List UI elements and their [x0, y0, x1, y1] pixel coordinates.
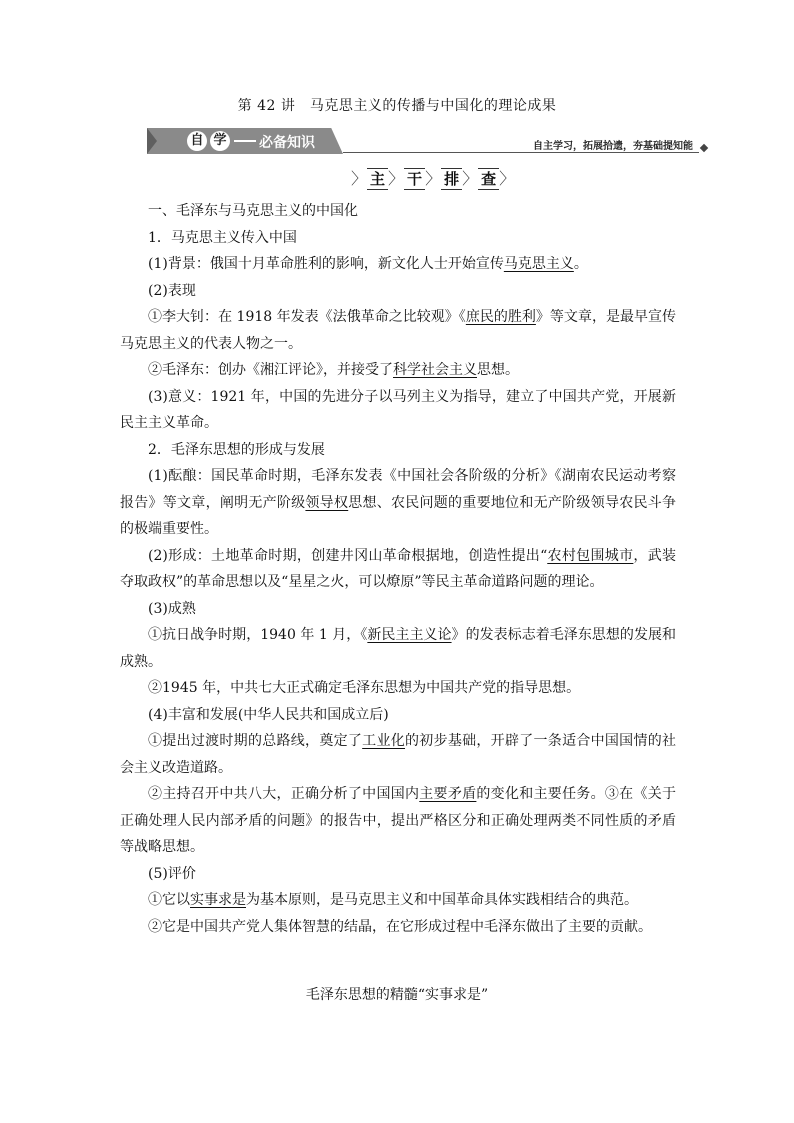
text: 的变化和主要任务。③在《关于正确处理人民内部矛盾的问题》的报告中，提出严格区分和正确处理两类不同性质的矛盾等战略思想。	[120, 786, 677, 855]
text: ①它以	[148, 892, 190, 908]
lesson-title: 第 42 讲 马克思主义的传播与中国化的理论成果	[237, 98, 557, 114]
underlined-term: 工业化	[362, 733, 406, 749]
text: 。	[573, 256, 588, 272]
paragraph-background	[120, 251, 676, 278]
chevron-icon: 〉	[388, 169, 405, 188]
chevron-icon: 〉	[351, 169, 368, 188]
paragraph-formation	[120, 543, 676, 596]
underlined-term: 新民主主义论	[367, 627, 452, 643]
paragraph-heading: (3)成熟	[148, 600, 196, 617]
text: 思想、农民问题的重要地位和无产阶级领导农民斗争的极端重要性。	[120, 494, 677, 537]
paragraph-heading: (5)评价	[148, 865, 196, 882]
paragraph-enrich-1	[120, 728, 676, 781]
text: 为基本原则，是马克思主义和中国革命具体实践相结合的典范。	[246, 892, 638, 908]
chevron-icon: 〉	[425, 169, 442, 188]
paragraph-brewing	[120, 463, 676, 543]
section-heading: 一、毛泽东与马克思主义的中国化	[148, 203, 358, 219]
text: 》的发表标志着毛泽东思想的发展和成熟。	[120, 627, 677, 670]
subheader-char-4: 查	[478, 168, 499, 190]
text: ②毛泽东：创办《湘江评论》，并接受了	[148, 362, 393, 378]
subheader-char-3: 排	[441, 168, 462, 190]
chevron-icon: 〉	[499, 169, 516, 188]
banner-badge-2: 学	[210, 131, 230, 151]
text: (1)背景：俄国十月革命胜利的影响，新文化人士开始宣传	[148, 256, 504, 272]
paragraph-heading: (2)表现	[148, 282, 196, 299]
text: ①抗日战争时期，1940 年 1 月，《	[148, 627, 368, 643]
underlined-term: 科学社会主义	[393, 362, 477, 378]
banner-dash	[234, 140, 256, 142]
paragraph-evaluation-2: ②它是中国共产党人集体智慧的结晶，在它形成过程中毛泽东做出了主要的贡献。	[148, 918, 652, 935]
subsection-heading: 2．毛泽东思想的形成与发展	[148, 441, 325, 458]
underlined-term: 主要矛盾	[419, 786, 477, 802]
text: (1)酝酿：国民革命时期，毛泽东发表《中国社会各阶级的分析》《湖南农民运动考察报告》等文章，阐明无产阶级	[120, 468, 676, 511]
underlined-term: 实事求是	[190, 892, 246, 908]
banner-rule	[343, 152, 699, 153]
paragraph-heading: (4)丰富和发展(中华人民共和国成立后)	[148, 706, 389, 723]
banner-badge-1: 自	[187, 131, 207, 151]
paragraph-maturity-2: ②1945 年，中共七大正式确定毛泽东思想为中国共产党的指导思想。	[148, 680, 581, 696]
text: 的初步基础，开辟了一条适合中国国情的社会主义改造道路。	[120, 733, 677, 776]
diamond-icon	[700, 144, 708, 152]
bottom-heading: 毛泽东思想的精髓“实事求是”	[305, 987, 489, 1003]
section-banner	[147, 128, 707, 154]
chevron-icon: 〉	[462, 169, 479, 188]
text: ①李大钊：在 1918 年发表《法俄革命之比较观》《	[148, 309, 466, 325]
text: 》等文章，是最早宣传马克思主义的代表人物之一。	[120, 309, 677, 352]
underlined-term: 庶民的胜利	[465, 309, 536, 325]
text: (2)形成：土地革命时期，创建井冈山革命根据地，创造性提出“	[148, 547, 548, 564]
subheader-char-2: 干	[404, 168, 425, 190]
paragraph-li-dazhao	[120, 304, 676, 357]
text: ②主持召开中共八大，正确分析了中国国内	[148, 786, 420, 802]
paragraph-maturity-1	[120, 622, 676, 675]
paragraph-enrich-2	[120, 781, 676, 861]
text: 思想。	[477, 362, 519, 378]
paragraph-evaluation-1	[120, 887, 676, 914]
underlined-term: 农村包围城市	[547, 547, 634, 564]
text: ，武装夺取政权”的革命思想以及“星星之火，可以燎原”等民主革命道路问题的理论。	[120, 547, 677, 590]
main-content	[120, 198, 676, 940]
subheader-zhugan-paicha	[351, 167, 516, 191]
paragraph-mao-zedong	[120, 357, 676, 384]
underlined-term: 马克思主义	[503, 256, 574, 272]
subheader-char-1: 主	[367, 168, 388, 190]
banner-label: 必备知识	[259, 135, 315, 151]
text: ①提出过渡时期的总路线，奠定了	[148, 733, 363, 749]
underlined-term: 领导权	[305, 494, 349, 511]
subsection-heading: 1．马克思主义传入中国	[148, 229, 297, 246]
paragraph-significance: (3)意义：1921 年，中国的先进分子以马列主义为指导，建立了中国共产党，开展新民主主义革命。	[120, 388, 676, 431]
banner-slogan: 自主学习，拓展拾遗，夯基础提知能	[533, 141, 693, 152]
